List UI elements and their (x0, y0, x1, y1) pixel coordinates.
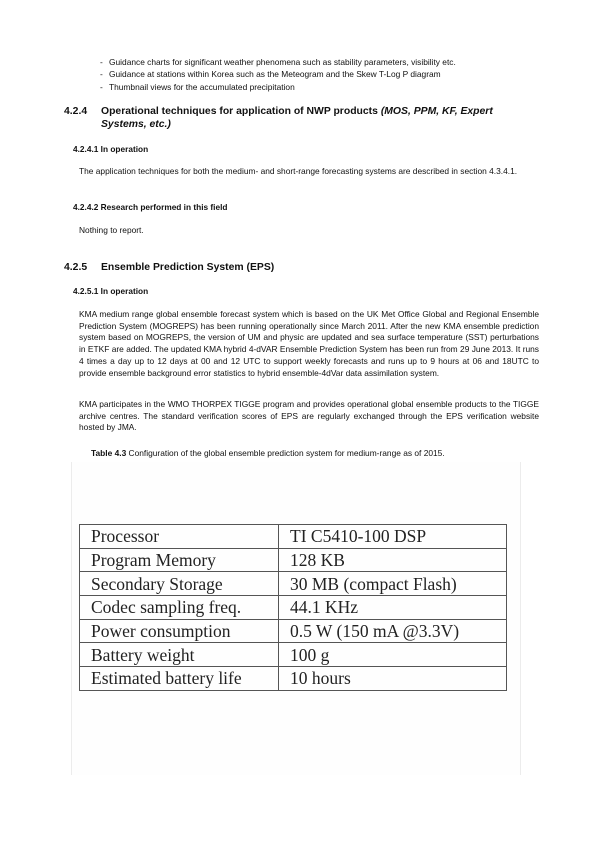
paragraph: Nothing to report. (79, 225, 144, 235)
paragraph: KMA participates in the WMO THORPEX TIGGE program and provides operational global ensemble products to the TIGGE archive centres. The standard verification scores of EPS are regularly exchanged through the EPS verification website hosted by JMA. (79, 399, 539, 433)
subsection-heading-4-2-4-1: 4.2.4.1 In operation (73, 144, 149, 154)
subsection-heading-4-2-4-2: 4.2.4.2 Research performed in this field (73, 202, 228, 212)
table-row: Battery weight 100 g (80, 643, 507, 667)
table-row: Power consumption 0.5 W (150 mA @3.3V) (80, 619, 507, 643)
list-item: - Guidance at stations within Korea such as the Meteogram and the Skew T-Log P diagram (100, 69, 441, 80)
table-caption: Table 4.3 Configuration of the global ensemble prediction system for medium-range as of 2015. (91, 448, 445, 458)
list-item: - Thumbnail views for the accumulated precipitation (100, 81, 295, 92)
paragraph: KMA medium range global ensemble forecast system which is based on the UK Met Office Global and Regional Ensemble Prediction System (MOGREPS) has been running operationally since March 2011. After the new KMA ensemble prediction system based on MOGREPS, the version of UM and physic are updated and sea surface temperature (SST) perturbations in ETKF are added. The updated KMA hybrid 4-dVAR Ensemble Prediction System has been run from 29 June 2013. It runs 4 times a day up to 12 days at 00 and 12 UTC to support weekly forecasts and runs up to 9 hours at 06 and 18UTC to provide ensemble background error statistics to hybrid ensemble-4dVar data assimilation system. (79, 309, 539, 378)
spec-table (79, 524, 507, 691)
list-item: - Guidance charts for significant weather phenomena such as stability parameters, visibility etc. (100, 57, 456, 67)
section-heading-4-2-5: 4.2.5 Ensemble Prediction System (EPS) (64, 262, 275, 273)
table-row: Processor TI C5410-100 DSP (80, 525, 507, 549)
subsection-heading-4-2-5-1: 4.2.5.1 In operation (73, 286, 149, 296)
paragraph: The application techniques for both the medium- and short-range forecasting systems are described in section 4.3.4.1. (79, 166, 518, 176)
table-row: Secondary Storage 30 MB (compact Flash) (80, 572, 507, 596)
table-row: Program Memory 128 KB (80, 548, 507, 572)
table-row: Codec sampling freq. 44.1 KHz (80, 596, 507, 620)
bullet-list (100, 56, 456, 93)
section-heading-4-2-4: 4.2.4 Operational techniques for application of NWP products (MOS, PPM, KF, Expert Systems, etc.) (64, 106, 493, 130)
table-row: Estimated battery life 10 hours (80, 667, 507, 691)
